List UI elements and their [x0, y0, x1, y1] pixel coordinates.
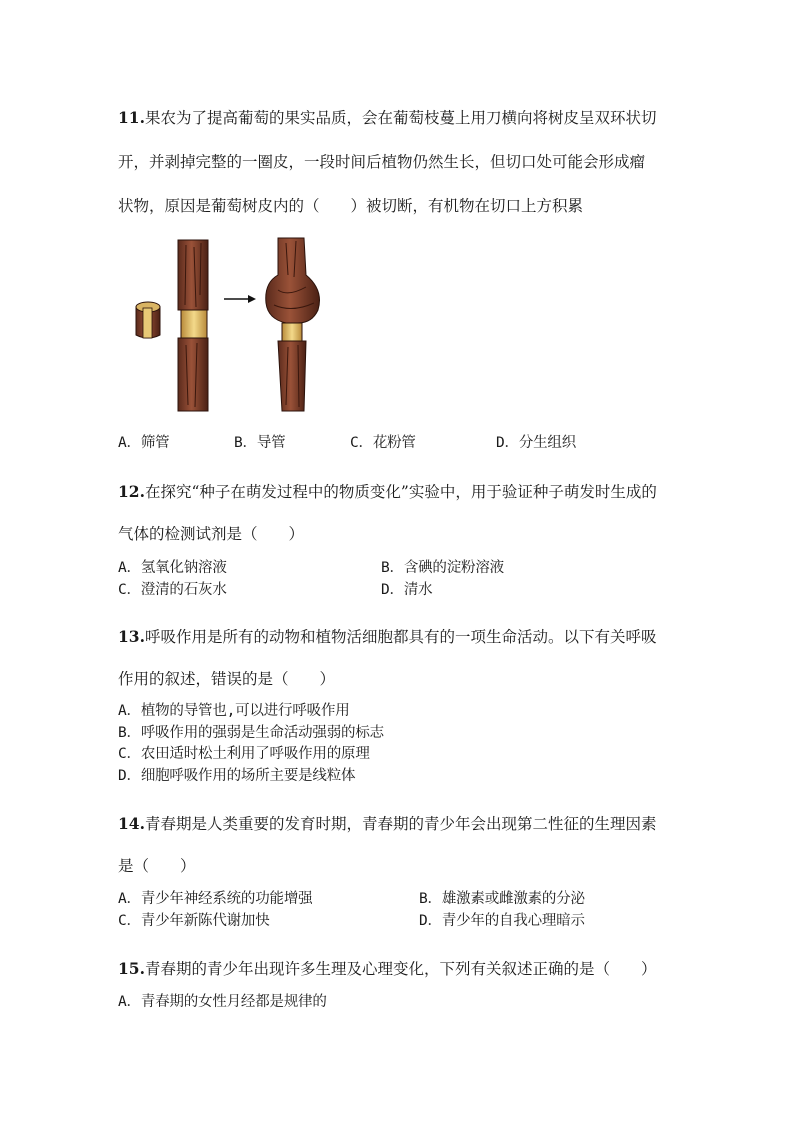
q12-option-d[interactable]: D．清水 [381, 582, 433, 598]
question-12 [118, 484, 688, 542]
q12-option-b[interactable]: B．含碘的淀粉溶液 [381, 560, 504, 576]
question-11 [118, 110, 688, 214]
question-12-line-2: 气体的检测试剂是（ ） [118, 525, 305, 543]
removed-bark-ring [136, 302, 160, 338]
question-14 [118, 816, 688, 874]
q11-option-d[interactable]: D．分生组织 [496, 435, 577, 451]
stem-before [178, 240, 208, 411]
question-number: 14. [118, 814, 145, 833]
question-13-line-2: 作用的叙述，错误的是（ ） [118, 670, 336, 688]
q13-option-a[interactable]: A．植物的导管也,可以进行呼吸作用 [118, 703, 350, 719]
grapevine-illustration [128, 235, 328, 415]
question-15 [118, 961, 688, 977]
q12-option-c[interactable]: C．澄清的石灰水 [118, 582, 227, 598]
q11-option-b[interactable]: B．导管 [234, 435, 286, 451]
q14-option-a[interactable]: A．青少年神经系统的功能增强 [118, 891, 313, 907]
arrow-icon [224, 295, 256, 303]
question-11-line-1: 11.果农为了提高葡萄的果实品质，会在葡萄枝蔓上用刀横向将树皮呈双环状切 [118, 108, 657, 127]
question-number: 12. [118, 482, 145, 501]
question-12-line-1: 12.在探究“种子在萌发过程中的物质变化”实验中，用于验证种子萌发时生成的 [118, 482, 657, 501]
girdling-figure [128, 235, 328, 415]
q14-option-c[interactable]: C．青少年新陈代谢加快 [118, 913, 270, 929]
q15-option-a[interactable]: A．青春期的女性月经都是规律的 [118, 994, 327, 1010]
stem-after [266, 238, 320, 411]
q13-option-c[interactable]: C．农田适时松土利用了呼吸作用的原理 [118, 746, 370, 762]
question-number: 15. [118, 959, 145, 978]
q11-option-c[interactable]: C．花粉管 [350, 435, 416, 451]
q13-option-b[interactable]: B．呼吸作用的强弱是生命活动强弱的标志 [118, 725, 384, 741]
question-number: 13. [118, 627, 145, 646]
q13-option-d[interactable]: D．细胞呼吸作用的场所主要是线粒体 [118, 768, 356, 784]
question-11-line-3: 状物，原因是葡萄树皮内的（ ）被切断，有机物在切口上方积累 [118, 197, 584, 215]
question-number: 11. [118, 108, 145, 127]
question-11-line-2: 开，并剥掉完整的一圈皮，一段时间后植物仍然生长，但切口处可能会形成瘤 [118, 153, 646, 171]
question-13-line-1: 13.呼吸作用是所有的动物和植物活细胞都具有的一项生命活动。以下有关呼吸 [118, 627, 657, 646]
q11-option-a[interactable]: A．筛管 [118, 435, 170, 451]
q14-option-d[interactable]: D．青少年的自我心理暗示 [419, 913, 585, 929]
question-13 [118, 629, 688, 687]
q14-option-b[interactable]: B．雄激素或雌激素的分泌 [419, 891, 585, 907]
q12-option-a[interactable]: A．氢氧化钠溶液 [118, 560, 227, 576]
question-14-line-2: 是（ ） [118, 857, 196, 875]
question-14-line-1: 14.青春期是人类重要的发育时期，青春期的青少年会出现第二性征的生理因素 [118, 814, 657, 833]
question-15-line-1: 15.青春期的青少年出现许多生理及心理变化，下列有关叙述正确的是（ ） [118, 959, 657, 978]
